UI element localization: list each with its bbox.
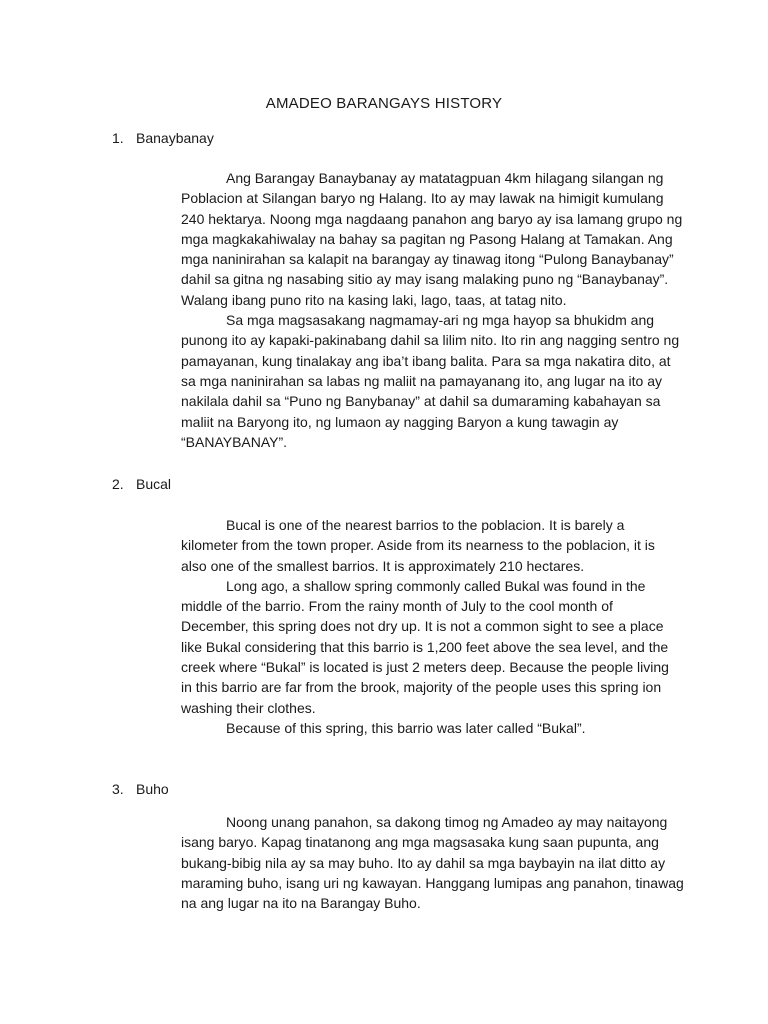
section-title: Bucal	[136, 476, 172, 492]
section-number: 3.	[112, 781, 124, 797]
paragraph-line: punong ito ay kapaki-pakinabang dahil sa lilim nito. Ito rin ang nagging sentro ng	[181, 332, 680, 349]
paragraph-line: Bucal is one of the nearest barrios to the poblacion. It is barely a	[226, 517, 625, 533]
section-body-buho	[181, 812, 684, 913]
paragraph-line: sa mga naninirahan sa labas ng maliit na pamayanang ito, ang lugar na ito ay	[181, 372, 662, 389]
paragraph-line: December, this spring does not dry up. It is not a common sight to see a place	[181, 618, 664, 635]
paragraph-line: Poblacion at Silangan baryo ng Halang. Ito ay may lawak na himigit kumulang	[181, 190, 664, 207]
paragraph-line: Walang ibang puno rito na kasing laki, lago, taas, at tatag nito.	[181, 291, 567, 308]
paragraph-line: also one of the smallest barrios. It is approximately 210 hectares.	[181, 557, 585, 574]
paragraph-line: maliit na Baryong ito, ng lumaon ay nagging Baryon a kung tawagin ay	[181, 413, 619, 430]
paragraph-line: Long ago, a shallow spring commonly called Bukal was found in the	[226, 577, 646, 594]
paragraph-line: bukang-bibig nila ay sa may buho. Ito ay dahil sa mga baybayin na ilat ditto ay	[181, 854, 666, 871]
paragraph-line: like Bukal considering that this barrio is 1,200 feet above the sea level, and the	[181, 638, 669, 655]
paragraph-line: in this barrio are far from the brook, majority of the people uses this spring ion	[181, 679, 662, 696]
paragraph-line: kilometer from the town proper. Aside from its nearness to the poblacion, it is	[181, 537, 655, 554]
paragraph-line: maraming buho, isang uri ng kawayan. Hanggang lumipas ang panahon, tinawag	[181, 874, 684, 891]
paragraph-line: 240 hektarya. Noong mga nagdaang panahon ang baryo ay isa lamang grupo ng	[181, 210, 683, 227]
section-body-bucal	[181, 515, 681, 738]
paragraph-line: “BANAYBANAY”.	[181, 433, 288, 450]
paragraph-line: washing their clothes.	[181, 699, 316, 716]
paragraph-line: nakilala dahil sa “Puno ng Banybanay” at dahil sa dumaraming kabahayan sa	[181, 393, 661, 410]
paragraph-line: dahil sa gitna ng nasabing sitio ay may isang malaking puno ng “Banaybanay”.	[181, 271, 669, 288]
section-heading-bucal	[112, 476, 171, 492]
paragraph-line: middle of the barrio. From the rainy month of July to the cool month of	[181, 598, 613, 615]
section-heading-buho	[112, 781, 169, 797]
paragraph-line: isang baryo. Kapag tinatanong ang mga magsasaka kung saan pupunta, ang	[181, 834, 659, 851]
paragraph-line: mga naninirahan sa kalapit na barangay ay tinawag itong “Pulong Banaybanay”	[181, 251, 674, 268]
paragraph-line: creek where “Bukal” is located is just 2 meters deep. Because the people living	[181, 659, 669, 676]
paragraph-line: na ang lugar na ito na Barangay Buho.	[181, 895, 421, 912]
paragraph-line: Sa mga magsasakang nagmamay-ari ng mga hayop sa bhukidm ang	[226, 312, 655, 329]
section-number: 2.	[112, 476, 124, 492]
paragraph-line: Noong unang panahon, sa dakong timog ng Amadeo ay may naitayong	[226, 814, 668, 830]
section-body-banaybanay	[181, 168, 681, 452]
document-title: AMADEO BARANGAYS HISTORY	[265, 95, 503, 112]
section-heading-banaybanay	[112, 130, 214, 146]
section-number: 1.	[112, 130, 124, 146]
paragraph-line: mga magkakahiwalay na bahay sa pagitan ng Pasong Halang at Tamakan. Ang	[181, 230, 673, 247]
section-title: Banaybanay	[136, 130, 214, 146]
paragraph-line: Ang Barangay Banaybanay ay matatagpuan 4km hilagang silangan ng	[226, 170, 664, 186]
section-title: Buho	[136, 781, 169, 797]
paragraph-line: Because of this spring, this barrio was later called “Bukal”.	[226, 719, 586, 736]
paragraph-line: pamayanan, kung tinalakay ang iba’t ibang balita. Para sa mga nakatira dito, at	[181, 352, 671, 369]
